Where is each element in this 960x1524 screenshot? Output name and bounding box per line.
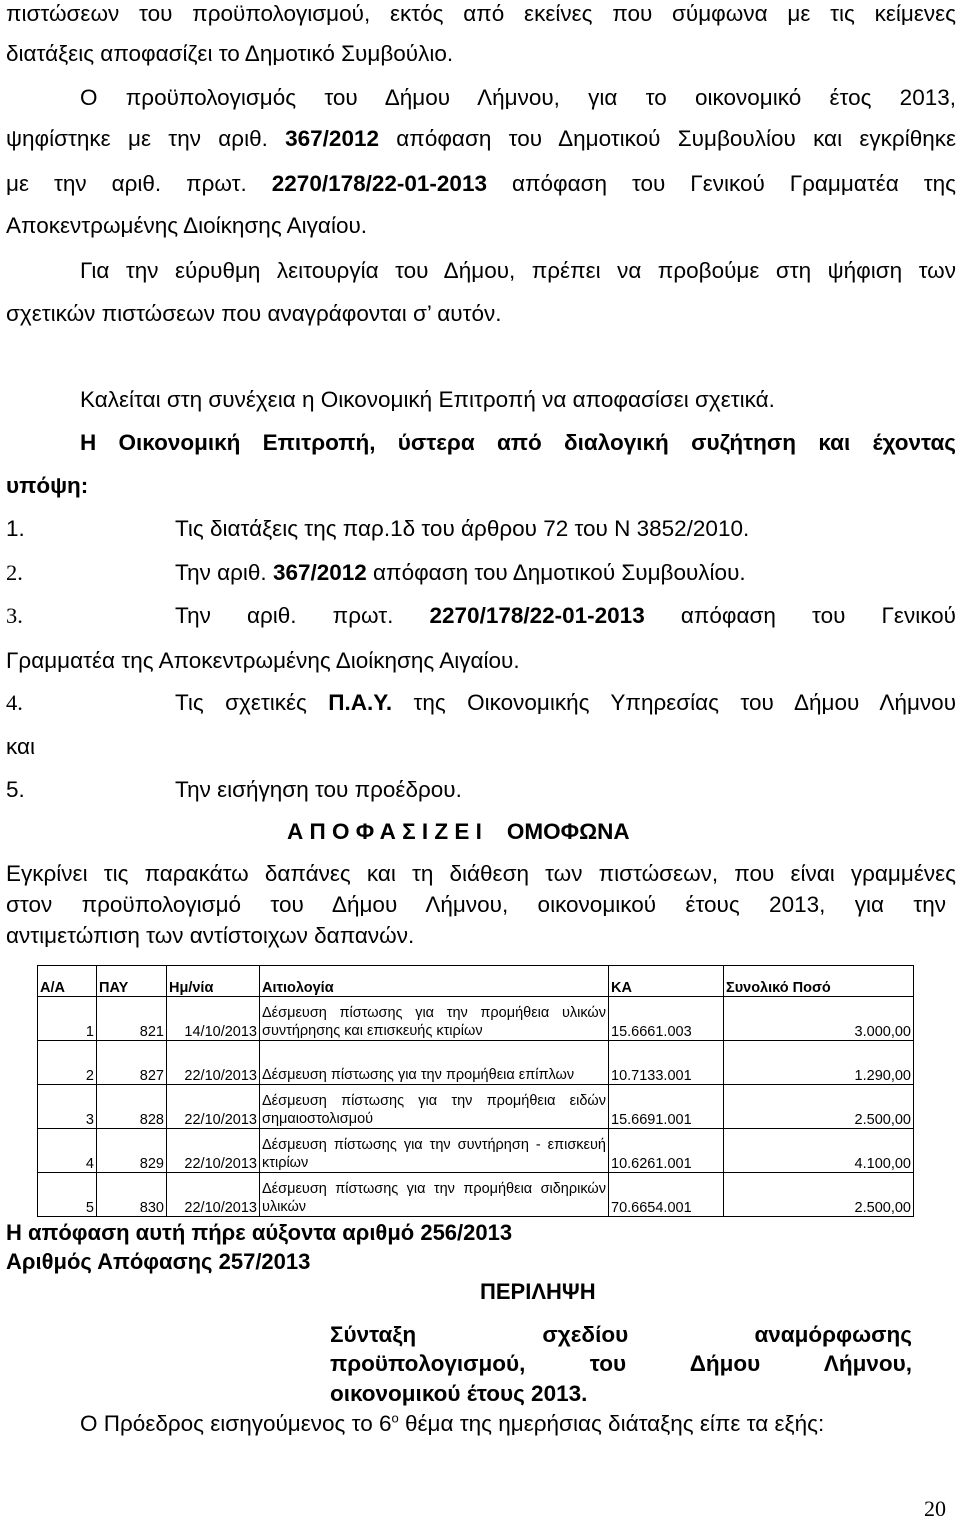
cell-date: 22/10/2013 bbox=[167, 1041, 260, 1085]
paragraph-line: με την αριθ. πρωτ. 2270/178/22-01-2013 απόφαση του Γενικού Γραμματέα της bbox=[6, 171, 956, 196]
header-date: Ημ/νία bbox=[167, 966, 260, 997]
cell-aa: 5 bbox=[38, 1173, 97, 1217]
list-item: Την αριθ. πρωτ. 2270/178/22-01-2013 απόφαση του Γενικού bbox=[175, 603, 956, 628]
summary-heading: ΠΕΡΙΛΗΨΗ bbox=[480, 1279, 596, 1304]
cell-reason: Δέσμευση πίστωσης για την προμήθεια υλικών συντήρησης και επισκευής κτιρίων bbox=[260, 997, 609, 1041]
paragraph-line: Ο προϋπολογισμός του Δήμου Λήμνου, για το οικονομικό έτος 2013, bbox=[80, 85, 956, 110]
paragraph-line: Για την εύρυθμη λειτουργία του Δήμου, πρέπει να προβούμε στη ψήφιση των bbox=[80, 258, 956, 283]
summary-text: Σύνταξη σχεδίου αναμόρφωσης προϋπολογισμού, του Δήμου Λήμνου, οικονομικού έτους 2013. bbox=[330, 1322, 912, 1406]
list-item-continuation: Γραμματέα της Αποκεντρωμένης Διοίκησης Αιγαίου. bbox=[6, 648, 520, 673]
cell-ka: 15.6691.001 bbox=[609, 1085, 724, 1129]
cell-sum: 2.500,00 bbox=[724, 1173, 914, 1217]
header-aa: Α/Α bbox=[38, 966, 97, 997]
cell-date: 22/10/2013 bbox=[167, 1129, 260, 1173]
list-number: 3. bbox=[6, 603, 23, 628]
cell-pay: 821 bbox=[97, 997, 167, 1041]
cell-ka: 10.7133.001 bbox=[609, 1041, 724, 1085]
decision-text: στον προϋπολογισμό του Δήμου Λήμνου, οικονομικού έτους 2013, για την bbox=[6, 892, 946, 917]
paragraph-line: Αποκεντρωμένης Διοίκησης Αιγαίου. bbox=[6, 213, 368, 238]
cell-reason: Δέσμευση πίστωσης για την προμήθεια σιδηρικών υλικών bbox=[260, 1173, 609, 1217]
cell-pay: 829 bbox=[97, 1129, 167, 1173]
cell-sum: 2.500,00 bbox=[724, 1085, 914, 1129]
table-header-row bbox=[38, 966, 914, 997]
paragraph-line: διατάξεις αποφασίζει το Δημοτικό Συμβούλιο. bbox=[6, 41, 454, 66]
cell-aa: 4 bbox=[38, 1129, 97, 1173]
cell-pay: 830 bbox=[97, 1173, 167, 1217]
paragraph-line: πιστώσεων του προϋπολογισμού, εκτός από εκείνες που σύμφωνα με τις κείμενες bbox=[6, 1, 956, 26]
cell-ka: 10.6261.001 bbox=[609, 1129, 724, 1173]
paragraph-line: Καλείται στη συνέχεια η Οικονομική Επιτροπή να αποφασίσει σχετικά. bbox=[80, 387, 775, 412]
paragraph-line: υπόψη: bbox=[6, 473, 89, 498]
paragraph-line: σχετικών πιστώσεων που αναγράφονται σ’ αυτόν. bbox=[6, 301, 502, 326]
paragraph-line: ψηφίστηκε με την αριθ. 367/2012 απόφαση του Δημοτικού Συμβουλίου και εγκρίθηκε bbox=[6, 126, 956, 151]
expenses-table bbox=[37, 965, 914, 1217]
cell-ka: 70.6654.001 bbox=[609, 1173, 724, 1217]
list-number: 4. bbox=[6, 690, 23, 715]
cell-pay: 828 bbox=[97, 1085, 167, 1129]
header-pay: ΠΑΥ bbox=[97, 966, 167, 997]
table-row bbox=[38, 997, 914, 1041]
list-item: Την αριθ. 367/2012 απόφαση του Δημοτικού Συμβουλίου. bbox=[175, 560, 746, 585]
final-line: Ο Πρόεδρος εισηγούμενος το $6^o$ θέμα της ημερήσιας διάταξης είπε τα εξής: bbox=[80, 1410, 825, 1436]
cell-reason: Δέσμευση πίστωσης για την συντήρηση - επισκευή κτιρίων bbox=[260, 1129, 609, 1173]
cell-ka: 15.6661.003 bbox=[609, 997, 724, 1041]
table-row bbox=[38, 1129, 914, 1173]
cell-sum: 4.100,00 bbox=[724, 1129, 914, 1173]
table-row bbox=[38, 1041, 914, 1085]
header-ka: ΚΑ bbox=[609, 966, 724, 997]
list-item-continuation: και bbox=[6, 734, 35, 759]
header-reason: Αιτιολογία bbox=[260, 966, 609, 997]
cell-aa: 3 bbox=[38, 1085, 97, 1129]
cell-sum: 3.000,00 bbox=[724, 997, 914, 1041]
page-number: 20 bbox=[924, 1496, 946, 1521]
table-row bbox=[38, 1085, 914, 1129]
list-item: Τις σχετικές Π.Α.Υ. της Οικονομικής Υπηρεσίας του Δήμου Λήμνου bbox=[175, 690, 956, 715]
cell-pay: 827 bbox=[97, 1041, 167, 1085]
list-item: Την εισήγηση του προέδρου. bbox=[175, 777, 462, 802]
cell-reason: Δέσμευση πίστωσης για την προμήθεια επίπλων bbox=[260, 1041, 609, 1085]
decision-text: Εγκρίνει τις παρακάτω δαπάνες και τη διάθεση των πιστώσεων, που είναι γραμμένες bbox=[6, 861, 956, 886]
list-number: 1. bbox=[6, 516, 25, 541]
list-item: Τις διατάξεις της παρ.1δ του άρθρου 72 του Ν 3852/2010. bbox=[175, 516, 750, 541]
list-number: 5. bbox=[6, 777, 25, 802]
decision-number: Η απόφαση αυτή πήρε αύξοντα αριθμό 256/2013 bbox=[6, 1220, 513, 1245]
decision-id: Αριθμός Απόφασης 257/2013 bbox=[6, 1249, 311, 1274]
cell-sum: 1.290,00 bbox=[724, 1041, 914, 1085]
cell-date: 14/10/2013 bbox=[167, 997, 260, 1041]
table-row bbox=[38, 1173, 914, 1217]
cell-date: 22/10/2013 bbox=[167, 1085, 260, 1129]
cell-aa: 1 bbox=[38, 997, 97, 1041]
cell-reason: Δέσμευση πίστωσης για την προμήθεια ειδών σημαιοστολισμού bbox=[260, 1085, 609, 1129]
cell-aa: 2 bbox=[38, 1041, 97, 1085]
paragraph-line: Η Οικονομική Επιτροπή, ύστερα από διαλογική συζήτηση και έχοντας bbox=[80, 430, 956, 455]
list-number: 2. bbox=[6, 560, 23, 585]
header-sum: Συνολικό Ποσό bbox=[724, 966, 914, 997]
decision-text: αντιμετώπιση των αντίστοιχων δαπανών. bbox=[6, 923, 415, 948]
decision-heading: Α Π Ο Φ Α Σ Ι Ζ Ε Ι ΟΜΟΦΩΝΑ bbox=[287, 819, 630, 844]
cell-date: 22/10/2013 bbox=[167, 1173, 260, 1217]
